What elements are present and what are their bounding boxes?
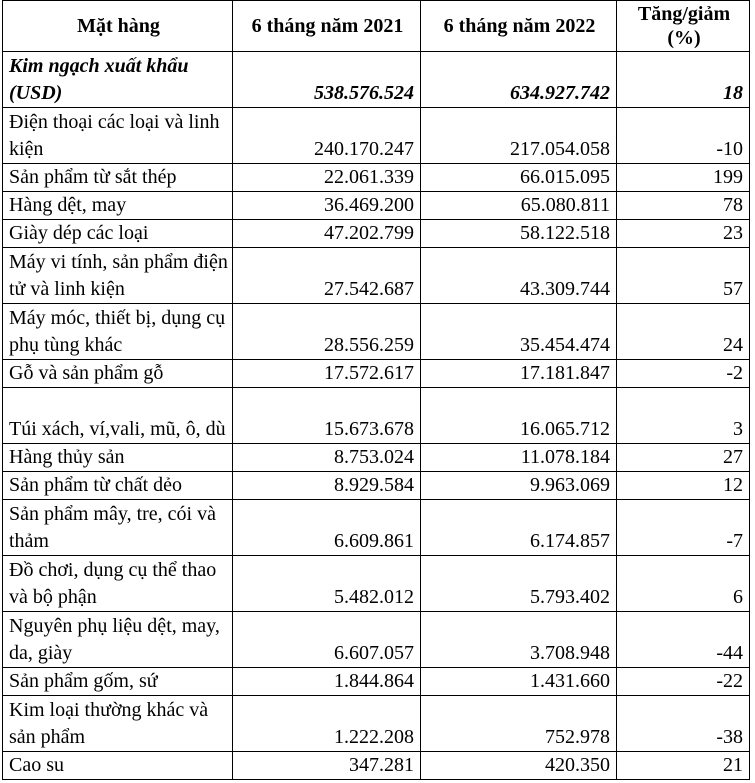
value-2021: 1.222.208 <box>233 696 421 752</box>
value-2022: 6.174.857 <box>421 500 617 556</box>
value-2022: 58.122.518 <box>421 220 617 248</box>
item-name: Gỗ và sản phẩm gỗ <box>3 360 233 388</box>
change-percent: 21 <box>617 752 750 780</box>
value-2022: 11.078.184 <box>421 444 617 472</box>
value-2021: 5.482.012 <box>233 556 421 612</box>
table-row <box>3 164 750 192</box>
change-percent: 78 <box>617 192 750 220</box>
change-percent: 6 <box>617 556 750 612</box>
value-2021: 28.556.259 <box>233 304 421 360</box>
table-row <box>3 360 750 388</box>
header-item: Mặt hàng <box>3 1 233 52</box>
item-name: Nguyên phụ liệu dệt, may, da, giày <box>3 612 233 668</box>
item-name: Hàng thủy sản <box>3 444 233 472</box>
change-percent: 3 <box>617 388 750 444</box>
value-2021: 6.607.057 <box>233 612 421 668</box>
value-2022: 66.015.095 <box>421 164 617 192</box>
change-percent: 57 <box>617 248 750 304</box>
value-2021: 17.572.617 <box>233 360 421 388</box>
value-2021: 347.281 <box>233 752 421 780</box>
total-2022: 634.927.742 <box>421 52 617 108</box>
value-2021: 47.202.799 <box>233 220 421 248</box>
table-row <box>3 556 750 612</box>
value-2021: 22.061.339 <box>233 164 421 192</box>
item-name: Hàng dệt, may <box>3 192 233 220</box>
value-2022: 9.963.069 <box>421 472 617 500</box>
item-name: Giày dép các loại <box>3 220 233 248</box>
change-percent: -7 <box>617 500 750 556</box>
table-row <box>3 248 750 304</box>
change-percent: 27 <box>617 444 750 472</box>
export-table <box>2 0 750 780</box>
value-2021: 15.673.678 <box>233 388 421 444</box>
change-percent: -44 <box>617 612 750 668</box>
value-2022: 35.454.474 <box>421 304 617 360</box>
item-name: Cao su <box>3 752 233 780</box>
item-name: Túi xách, ví,vali, mũ, ô, dù <box>3 388 233 444</box>
value-2022: 420.350 <box>421 752 617 780</box>
value-2022: 43.309.744 <box>421 248 617 304</box>
value-2021: 240.170.247 <box>233 108 421 164</box>
item-name: Sản phẩm gốm, sứ <box>3 668 233 696</box>
table-row <box>3 612 750 668</box>
item-name: Sản phẩm từ sắt thép <box>3 164 233 192</box>
value-2021: 1.844.864 <box>233 668 421 696</box>
item-name: Máy vi tính, sản phẩm điện tử và linh kiện <box>3 248 233 304</box>
item-name: Máy móc, thiết bị, dụng cụ phụ tùng khác <box>3 304 233 360</box>
table-row <box>3 472 750 500</box>
change-percent: -38 <box>617 696 750 752</box>
change-percent: -10 <box>617 108 750 164</box>
value-2021: 36.469.200 <box>233 192 421 220</box>
item-name: Sản phẩm từ chất dẻo <box>3 472 233 500</box>
value-2021: 8.753.024 <box>233 444 421 472</box>
total-name: Kim ngạch xuất khẩu (USD) <box>3 52 233 108</box>
value-2022: 217.054.058 <box>421 108 617 164</box>
item-name: Điện thoại các loại và linh kiện <box>3 108 233 164</box>
value-2022: 16.065.712 <box>421 388 617 444</box>
total-row <box>3 52 750 108</box>
change-percent: 199 <box>617 164 750 192</box>
change-percent: 23 <box>617 220 750 248</box>
header-change: Tăng/giảm (%) <box>617 1 750 52</box>
total-change: 18 <box>617 52 750 108</box>
table-row <box>3 108 750 164</box>
header-2021: 6 tháng năm 2021 <box>233 1 421 52</box>
table-row <box>3 444 750 472</box>
table-row <box>3 388 750 444</box>
change-percent: 24 <box>617 304 750 360</box>
change-percent: -2 <box>617 360 750 388</box>
item-name: Kim loại thường khác và sản phẩm <box>3 696 233 752</box>
value-2022: 17.181.847 <box>421 360 617 388</box>
item-name: Sản phẩm mây, tre, cói và thảm <box>3 500 233 556</box>
table-row <box>3 668 750 696</box>
value-2021: 6.609.861 <box>233 500 421 556</box>
value-2022: 1.431.660 <box>421 668 617 696</box>
header-row <box>3 1 750 52</box>
value-2022: 752.978 <box>421 696 617 752</box>
value-2022: 65.080.811 <box>421 192 617 220</box>
change-percent: 12 <box>617 472 750 500</box>
table-row <box>3 752 750 780</box>
value-2021: 27.542.687 <box>233 248 421 304</box>
item-name: Đồ chơi, dụng cụ thể thao và bộ phận <box>3 556 233 612</box>
table-row <box>3 220 750 248</box>
change-percent: -22 <box>617 668 750 696</box>
table-row <box>3 696 750 752</box>
total-2021: 538.576.524 <box>233 52 421 108</box>
table-row <box>3 192 750 220</box>
value-2021: 8.929.584 <box>233 472 421 500</box>
value-2022: 3.708.948 <box>421 612 617 668</box>
header-2022: 6 tháng năm 2022 <box>421 1 617 52</box>
value-2022: 5.793.402 <box>421 556 617 612</box>
table-row <box>3 304 750 360</box>
table-row <box>3 500 750 556</box>
